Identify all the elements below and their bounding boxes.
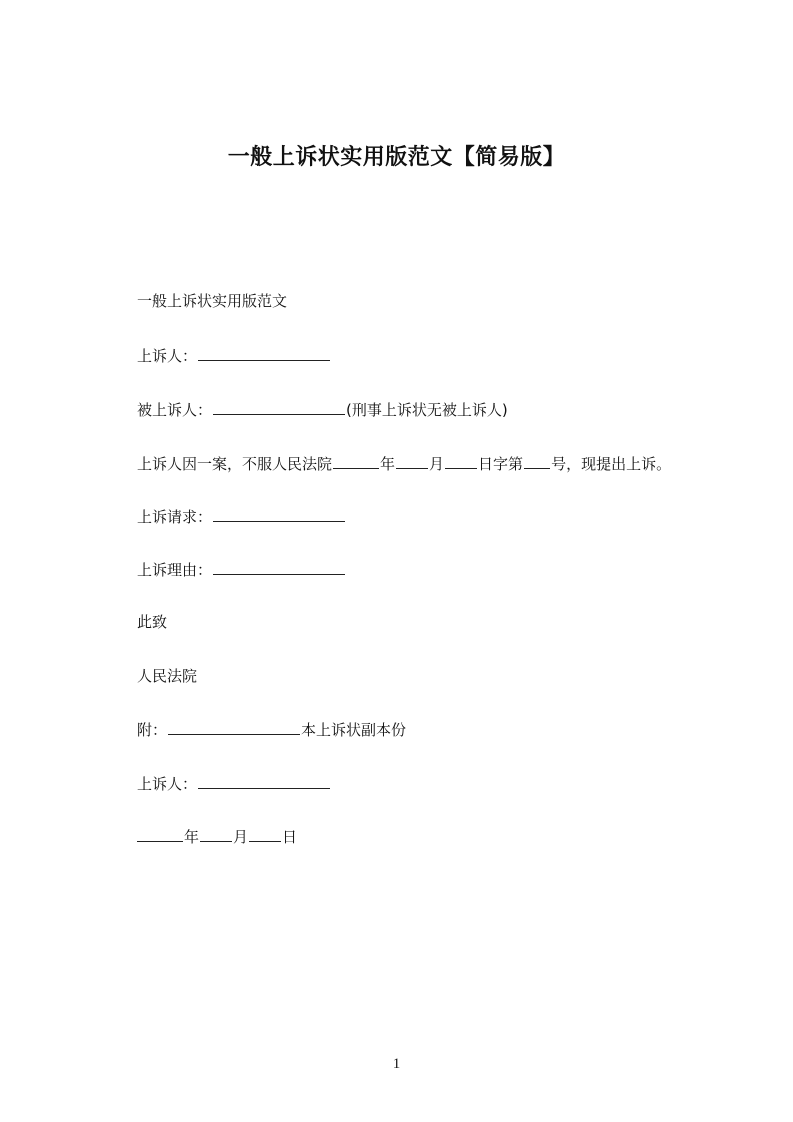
reason-blank	[213, 559, 345, 575]
reason-label: 上诉理由：	[137, 561, 213, 579]
date-month-blank	[200, 826, 232, 842]
year-blank	[333, 453, 379, 469]
date-day-blank	[249, 826, 281, 842]
month-label: 月	[429, 455, 445, 473]
case-text-1: 上诉人因一案，不服人民法院	[137, 455, 333, 473]
date-line	[137, 826, 297, 847]
signature-blank	[198, 773, 330, 789]
subtitle: 一般上诉状实用版范文	[137, 292, 288, 310]
closing-line: 此致	[137, 613, 168, 631]
case-text-3: 号，现提出上诉。	[551, 455, 672, 473]
date-month-label: 月	[233, 828, 249, 846]
appellant-blank	[198, 345, 330, 361]
date-year-label: 年	[184, 828, 200, 846]
page-number: 1	[392, 1056, 401, 1072]
month-blank	[396, 453, 428, 469]
day-blank	[445, 453, 477, 469]
appellee-note: (刑事上诉状无被上诉人)	[346, 401, 508, 419]
date-year-blank	[137, 826, 183, 842]
attachment-blank	[168, 719, 300, 735]
request-line	[137, 506, 346, 527]
attachment-line	[137, 719, 406, 740]
request-label: 上诉请求：	[137, 508, 213, 526]
request-blank	[213, 506, 345, 522]
year-label: 年	[380, 455, 396, 473]
appellee-blank	[213, 399, 345, 415]
court-line: 人民法院	[137, 667, 198, 685]
signature-label: 上诉人：	[137, 775, 198, 793]
document-title: 一般上诉状实用版范文【简易版】	[227, 145, 566, 170]
date-day-label: 日	[282, 828, 298, 846]
case-line	[137, 453, 671, 474]
signature-line	[137, 773, 331, 794]
appellant-line	[137, 345, 331, 366]
reason-line	[137, 559, 346, 580]
appellee-line	[137, 399, 508, 420]
attachment-label: 附：	[137, 721, 168, 739]
number-blank	[524, 453, 550, 469]
appellant-label: 上诉人：	[137, 347, 198, 365]
case-text-2: 日字第	[478, 455, 524, 473]
appellee-label: 被上诉人：	[137, 401, 213, 419]
attachment-text: 本上诉状副本份	[301, 721, 407, 739]
